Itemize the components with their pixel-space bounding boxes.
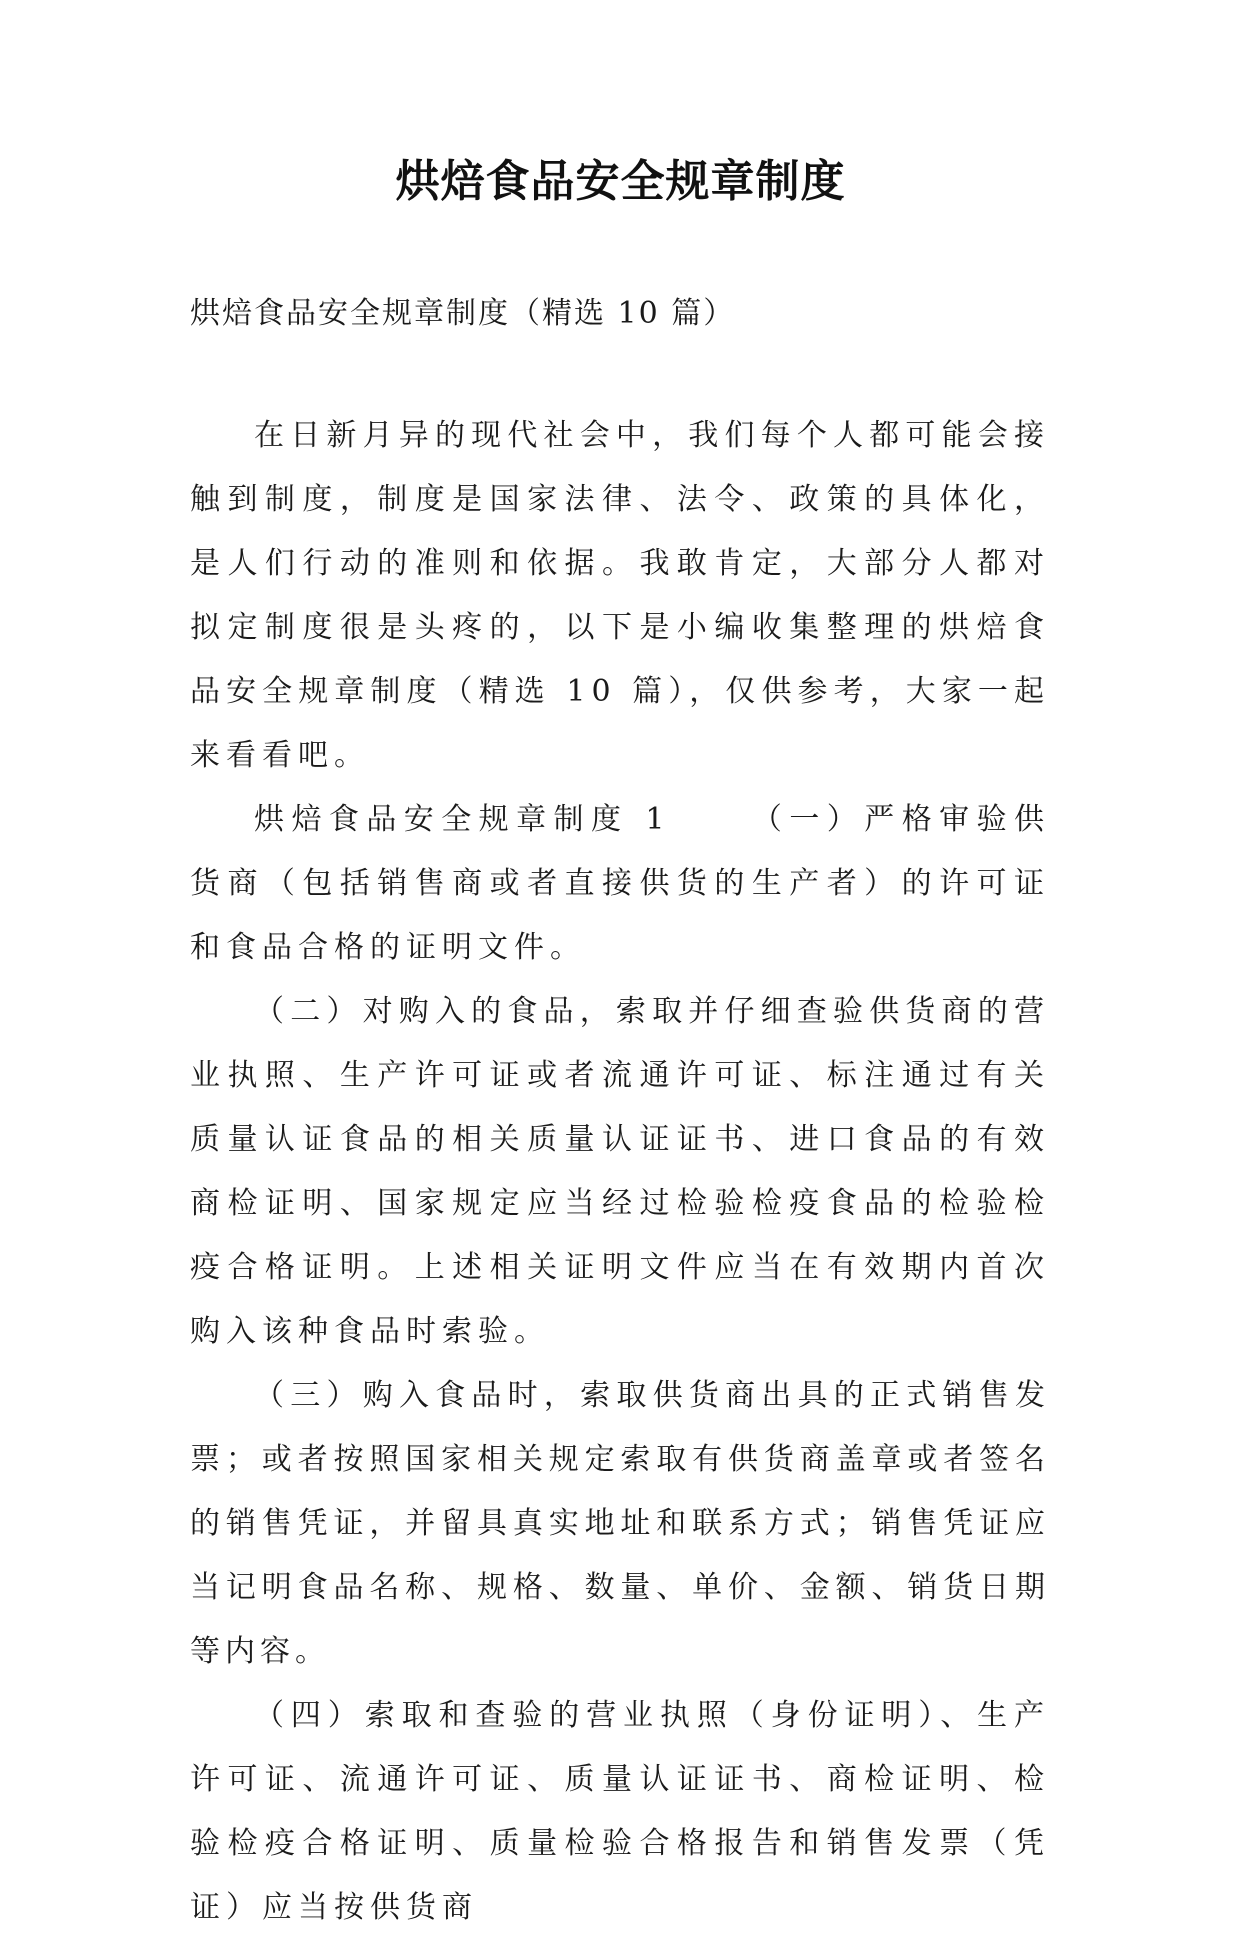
item-2-paragraph: （二）对购入的食品，索取并仔细查验供货商的营业执照、生产许可证或者流通许可证、标注通过有关质量认证食品的相关质量认证证书、进口食品的有效商检证明、国家规定应当经过检验检疫食品的检验检疫合格证明。上述相关证明文件应当在有效期内首次购入该种食品时索验。 [190,994,1050,1349]
document-title: 烘焙食品安全规章制度 [395,156,846,207]
section-1-heading: 烘焙食品安全规章制度 1 [254,802,671,837]
item-1-text: （一）严格审验供货商（包括销售商或者直接供货的生产者）的许可证和食品合格的证明文件。 [190,802,1051,965]
document-subtitle: 烘焙食品安全规章制度（精选 10 篇） [190,296,736,331]
intro-paragraph: 在日新月异的现代社会中，我们每个人都可能会接触到制度，制度是国家法律、法令、政策的具体化，是人们行动的准则和依据。我敢肯定，大部分人都对拟定制度很是头疼的，以下是小编收集整理的烘焙食品安全规章制度（精选 10 篇），仅供参考，大家一起来看看吧。 [190,418,1050,773]
document-body [190,404,1050,1940]
section-1-paragraph [190,788,1050,980]
item-4-paragraph: （四）索取和查验的营业执照（身份证明）、生产许可证、流通许可证、质量认证证书、商检证明、检验检疫合格证明、质量检验合格报告和销售发票（凭证）应当按供货商 [190,1698,1050,1925]
item-3-paragraph: （三）购入食品时，索取供货商出具的正式销售发票；或者按照国家相关规定索取有供货商盖章或者签名的销售凭证，并留具真实地址和联系方式；销售凭证应当记明食品名称、规格、数量、单价、金额、销货日期等内容。 [190,1378,1050,1669]
